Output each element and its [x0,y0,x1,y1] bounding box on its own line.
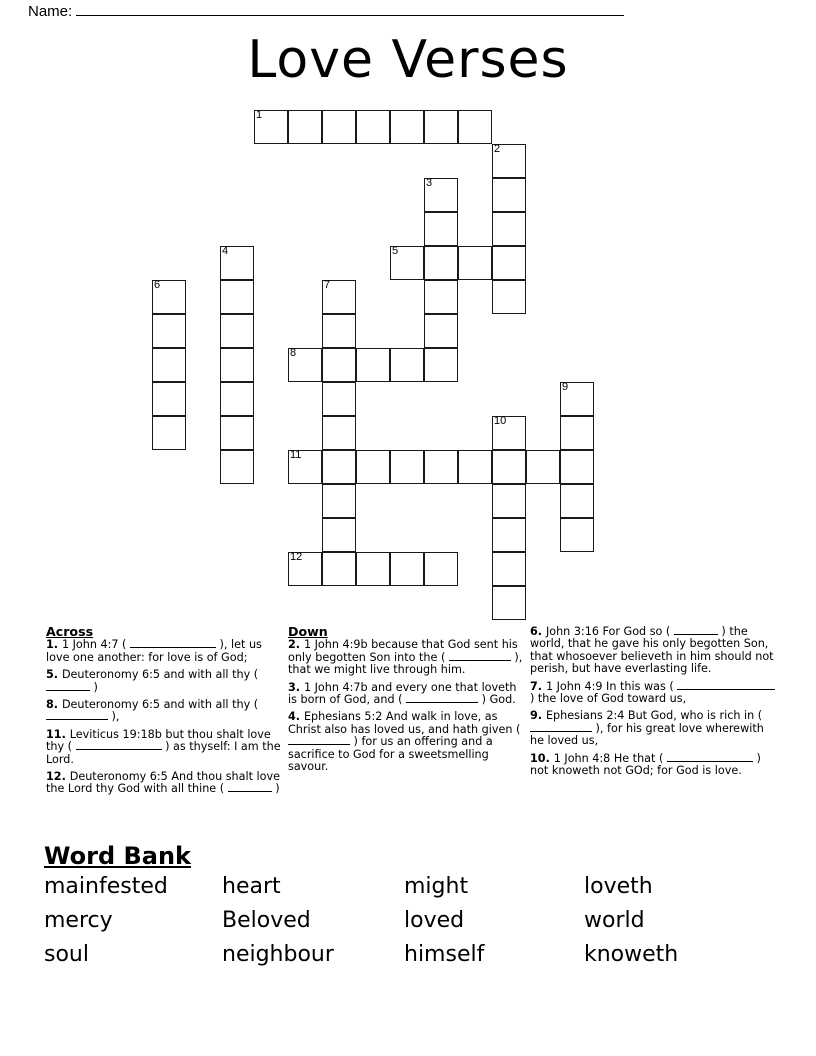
crossword-cell[interactable] [152,280,186,314]
crossword-cell[interactable] [220,246,254,280]
cell-number: 10 [494,415,507,427]
clue-answer-blank[interactable] [674,634,718,635]
clues-column-across [46,626,286,801]
crossword-cell[interactable] [152,348,186,382]
crossword-cell[interactable] [322,518,356,552]
clue-item [530,681,780,706]
clue-number: 6. [530,625,546,638]
crossword-cell[interactable] [322,348,356,382]
word-bank-word: knoweth [584,942,679,967]
word-bank-word: neighbour [222,942,334,967]
cell-number: 5 [392,245,399,257]
word-bank-word: world [584,908,645,933]
clue-number: 10. [530,751,554,765]
crossword-cell[interactable] [322,110,356,144]
crossword-cell[interactable] [322,552,356,586]
crossword-cell[interactable] [356,552,390,586]
cell-number: 12 [290,551,303,563]
clues-column-continued [530,626,780,782]
crossword-cell[interactable] [424,552,458,586]
clue-item [288,711,526,773]
word-bank [44,843,784,969]
clue-item [530,710,780,747]
cell-number: 11 [290,449,302,461]
clue-text-after: ) the world, that he gave his only begotten Son, that whosoever believeth in him should not perish, but have everlasting life. [530,625,774,676]
clue-item [530,626,780,676]
clue-item [46,639,286,664]
crossword-cell[interactable] [492,450,526,484]
crossword-cell[interactable] [390,552,424,586]
crossword-cell[interactable] [322,280,356,314]
word-bank-word: loved [404,908,465,933]
crossword-cell[interactable] [458,450,492,484]
clue-answer-blank[interactable] [130,647,216,648]
crossword-cell[interactable] [424,110,458,144]
clue-answer-blank[interactable] [288,744,350,745]
crossword-cell[interactable] [220,314,254,348]
clue-text-before: 1 John 4:8 He that ( [553,751,667,765]
page-title: Love Verses [247,30,569,90]
crossword-cell[interactable] [560,450,594,484]
crossword-cell[interactable] [322,484,356,518]
clue-text-before: 1 John 4:9 In this was ( [545,679,678,693]
word-bank-grid [44,873,784,969]
clue-text-before: Leviticus 19:18b but thou shalt love thy ( [46,727,271,754]
crossword-cell[interactable] [356,110,390,144]
clue-text-before: Ephesians 2:4 But God, who is rich in ( [545,709,763,723]
crossword-cell[interactable] [288,110,322,144]
crossword-cell[interactable] [220,280,254,314]
crossword-cell[interactable] [220,348,254,382]
clue-item [46,771,286,796]
clue-number: 7. [530,679,546,693]
crossword-cell[interactable] [560,416,594,450]
crossword-cell[interactable] [322,416,356,450]
clue-text-before: Deuteronomy 6:5 and with all thy ( [61,698,259,712]
across-clue-list [46,639,286,795]
clue-text-before: 1 John 4:7b and every one that loveth is born of God, and ( [288,680,517,707]
crossword-cell[interactable] [152,416,186,450]
clue-answer-blank[interactable] [530,731,592,732]
cell-number: 6 [154,279,161,291]
clue-number: 8. [46,698,62,712]
clue-text-after: ), let us love one another: for love is of God; [46,638,262,664]
word-bank-word: mercy [44,908,113,933]
cell-number: 9 [562,381,569,393]
crossword-cell[interactable] [288,552,322,586]
clue-number: 5. [46,668,62,682]
crossword-cell[interactable] [492,552,526,586]
clue-number: 12. [46,770,70,784]
word-bank-word: heart [222,874,281,899]
crossword-cell[interactable] [424,212,458,246]
crossword-cell[interactable] [390,110,424,144]
word-bank-word: himself [404,942,485,967]
crossword-cell[interactable] [458,246,492,280]
crossword-cell[interactable] [424,348,458,382]
clue-text-before: Deuteronomy 6:5 And thou shalt love the Lord thy God with all thine ( [46,770,280,796]
word-bank-word: mainfested [44,874,168,899]
crossword-cell[interactable] [424,178,458,212]
word-bank-word: soul [44,942,89,967]
clue-item [288,639,526,676]
clue-text-after: ), that we might live through him. [288,650,523,677]
crossword-cell[interactable] [492,178,526,212]
clue-text-after: ) the love of God toward us, [530,692,687,706]
crossword-cell[interactable] [560,518,594,552]
word-bank-word: loveth [584,874,653,899]
clue-answer-blank[interactable] [46,690,90,691]
crossword-cell[interactable] [492,212,526,246]
crossword-cell[interactable] [492,144,526,178]
crossword-cell[interactable] [254,110,288,144]
clue-item [288,682,526,707]
crossword-cell[interactable] [220,382,254,416]
clue-text-before: John 3:16 For God so ( [545,625,674,638]
clue-answer-blank[interactable] [677,689,775,690]
word-bank-title: Word Bank [44,842,192,870]
clue-number: 4. [288,710,304,724]
clue-text-before: 1 John 4:9b because that God sent his only begotten Son into the ( [288,638,518,664]
crossword-cell[interactable] [492,518,526,552]
clue-item [46,669,286,694]
cell-number: 4 [222,245,229,257]
cell-number: 2 [494,143,501,155]
crossword-cell[interactable] [322,314,356,348]
cell-number: 8 [290,347,297,359]
crossword-cell[interactable] [220,416,254,450]
crossword-cell[interactable] [424,450,458,484]
crossword-cell[interactable] [220,450,254,484]
clue-item [530,753,780,778]
crossword-cell[interactable] [390,348,424,382]
clue-answer-blank[interactable] [76,749,162,750]
crossword-cell[interactable] [560,382,594,416]
clue-answer-blank[interactable] [228,791,272,792]
clue-text-before: 1 John 4:7 ( [61,638,130,652]
clue-text-after: ), for his great love wherewith he loved us, [530,721,764,748]
clue-text-after: ) not knoweth not GOd; for God is love. [530,751,761,778]
clue-text-before: Ephesians 5:2 And walk in love, as Christ also has loved us, and hath given ( [288,710,521,736]
clue-text-after: ) God. [478,693,516,707]
cell-number: 1 [256,109,263,121]
clue-number: 3. [288,680,304,694]
clue-text-after: ) [90,680,98,694]
down-heading: Down [288,624,328,639]
clue-number: 1. [46,638,62,652]
clue-text-after: ) for us an offering and a sacrifice to God for a sweetsmelling savour. [288,735,493,774]
clue-number: 11. [46,727,70,741]
clue-text-after: ) as thyself: I am the Lord. [46,740,281,766]
clue-answer-blank[interactable] [667,761,753,762]
crossword-cell[interactable] [356,450,390,484]
crossword-cell[interactable] [390,450,424,484]
cell-number: 7 [324,279,331,291]
clue-text-after: ), [108,710,120,724]
crossword-cell[interactable] [492,484,526,518]
word-bank-word: might [404,874,469,899]
crossword-cell[interactable] [288,348,322,382]
clue-number: 2. [288,638,304,652]
clue-item [46,699,286,724]
cell-number: 3 [426,177,433,189]
crossword-cell[interactable] [356,348,390,382]
crossword-cell[interactable] [152,314,186,348]
clue-text-before: Deuteronomy 6:5 and with all thy ( [61,668,259,682]
across-heading: Across [46,624,94,639]
name-label: Name: [28,3,73,20]
clue-answer-blank[interactable] [449,660,511,661]
clue-number: 9. [530,709,546,723]
crossword-cell[interactable] [152,382,186,416]
clue-item [46,729,286,766]
crossword-cell[interactable] [492,416,526,450]
crossword-cell[interactable] [526,450,560,484]
crossword-cell[interactable] [492,586,526,620]
crossword-cell[interactable] [424,280,458,314]
crossword-cell[interactable] [492,246,526,280]
word-bank-word: Beloved [222,908,311,933]
crossword-cell[interactable] [424,314,458,348]
clue-answer-blank[interactable] [406,702,478,703]
crossword-cell[interactable] [288,450,322,484]
clues-column-down [288,626,526,778]
crossword-cell[interactable] [424,246,458,280]
crossword-cell[interactable] [390,246,424,280]
clues-section [0,626,816,826]
down-clue-list [288,639,526,773]
crossword-cell[interactable] [458,110,492,144]
crossword-cell[interactable] [560,484,594,518]
crossword-cell[interactable] [492,280,526,314]
crossword-cell[interactable] [322,450,356,484]
crossword-cell[interactable] [322,382,356,416]
continued-clue-list [530,626,780,777]
clue-answer-blank[interactable] [46,719,108,720]
clue-text-after: ) [271,782,280,796]
